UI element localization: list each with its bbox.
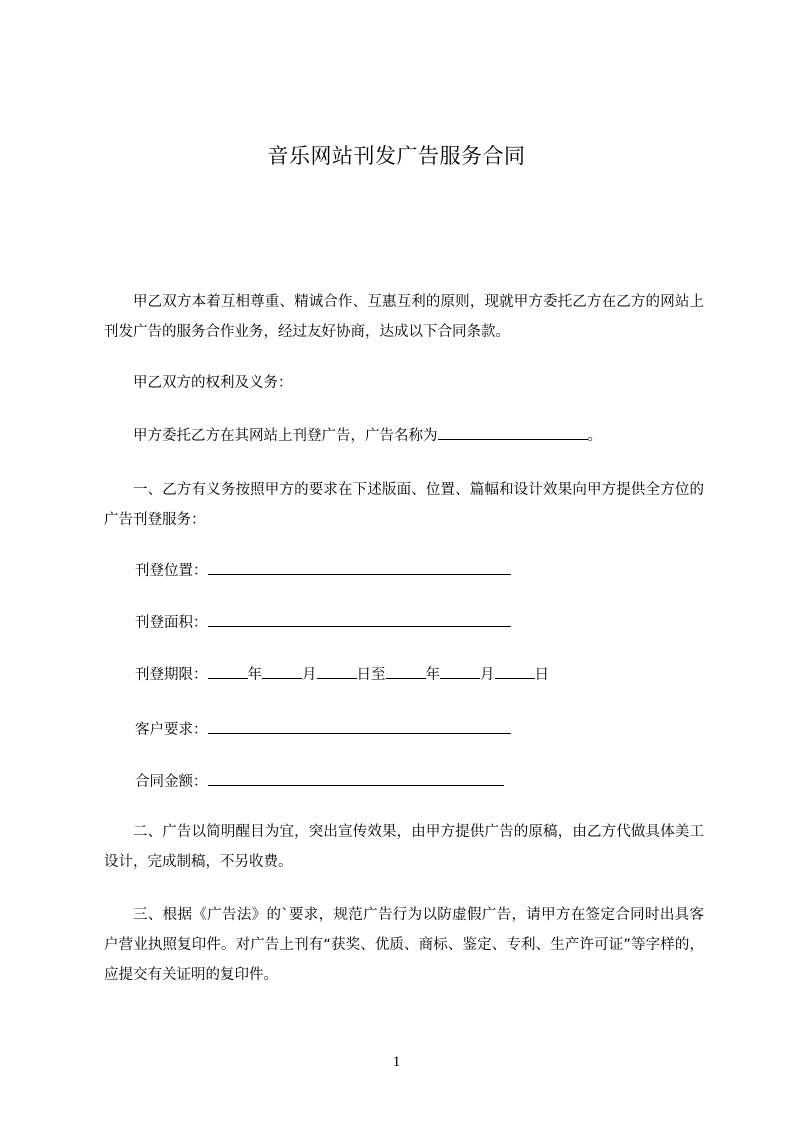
start-year-blank <box>208 661 248 679</box>
clause-2: 二、广告以简明醒目为宜，突出宣传效果，由甲方提供广告的原稿，由乙方代做具体美工设计，完成制稿，不另收费。 <box>104 824 704 870</box>
start-day-blank <box>317 661 357 679</box>
entrust-prefix: 甲方委托乙方在其网站上刊登广告，广告名称为 <box>133 428 438 444</box>
requirement-label: 客户要求： <box>135 722 208 738</box>
end-day-blank <box>495 661 535 679</box>
end-year-blank <box>386 661 426 679</box>
clause-1: 一、乙方有义务按照甲方的要求在下述版面、位置、篇幅和设计效果向甲方提供全方位的广告刊登服务： <box>104 482 704 528</box>
area-label: 刊登面积： <box>135 615 208 631</box>
start-day-to-unit: 日至 <box>356 667 386 683</box>
requirement-blank <box>208 716 511 734</box>
entrust-paragraph <box>104 421 704 451</box>
clause-3: 三、根据《广告法》的`要求，规范广告行为以防虚假广告，请甲方在签定合同时出具客户营业执照复印件。对广告上刊有“获奖、优质、商标、鉴定、专利、生产许可证”等字样的，应提交有关证明的复印件。 <box>104 907 704 983</box>
period-field <box>135 661 549 687</box>
position-label: 刊登位置： <box>135 563 208 579</box>
period-label: 刊登期限： <box>135 667 208 683</box>
area-field <box>135 609 511 635</box>
position-blank <box>208 557 511 575</box>
start-month-blank <box>262 661 302 679</box>
amount-blank <box>208 768 504 786</box>
ad-name-blank <box>438 422 588 440</box>
entrust-suffix: 。 <box>587 428 602 444</box>
amount-field <box>135 768 504 794</box>
end-month-blank <box>440 661 480 679</box>
amount-label: 合同金额： <box>135 774 208 790</box>
document-title: 音乐网站刊发广告服务合同 <box>267 144 526 168</box>
rights-heading: 甲乙双方的权利及义务： <box>133 375 293 391</box>
page-number: 1 <box>392 1054 401 1070</box>
end-year-unit: 年 <box>425 667 440 683</box>
area-blank <box>208 609 511 627</box>
start-year-unit: 年 <box>247 667 262 683</box>
intro-paragraph: 甲乙双方本着互相尊重、精诚合作、互惠互利的原则，现就甲方委托乙方在乙方的网站上刊发广告的服务合作业务，经过友好协商，达成以下合同条款。 <box>104 294 704 340</box>
end-day-unit: 日 <box>534 667 549 683</box>
requirement-field <box>135 716 511 742</box>
start-month-unit: 月 <box>302 667 317 683</box>
end-month-unit: 月 <box>480 667 495 683</box>
position-field <box>135 557 511 583</box>
